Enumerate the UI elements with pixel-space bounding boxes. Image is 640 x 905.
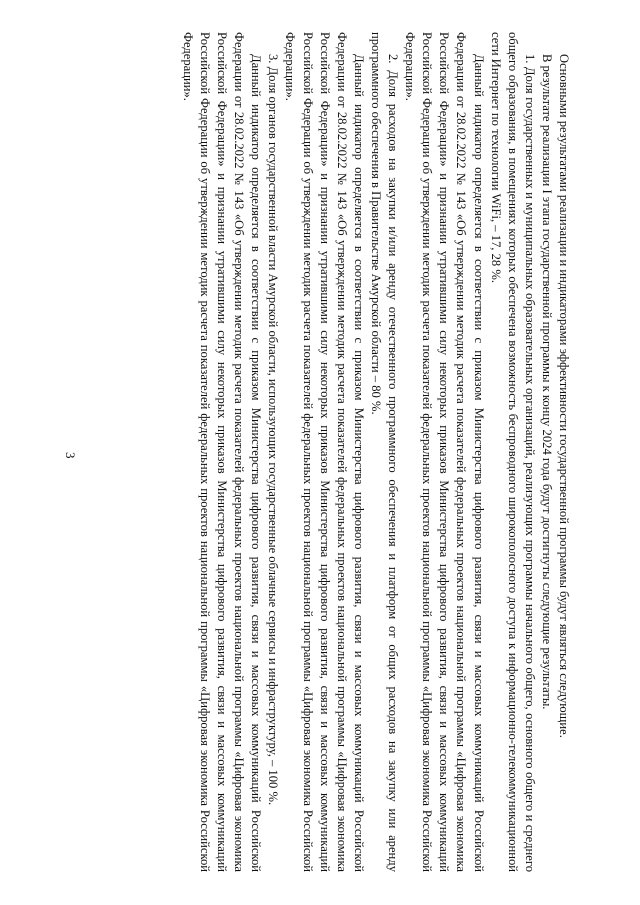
paragraph-indicator-2: 2. Доля расходов на закупки и/или аренду отечественного программного обеспечения и платформ от общих расходов на закупку или аренду программного обеспечения в Правительстве Амурской области – 80 %. xyxy=(368,32,401,872)
paragraph-indicator-1: 1. Доля государственных и муниципальных образовательных организаций, реализующих программы начального общего, основного общего и среднего общего образования, в помещениях которых обеспечена возможность беспроводного широкополосного доступа к информационно-телекоммуникационной сети Интернет по технологии WiFi, – 17, 28 %. xyxy=(488,32,537,872)
paragraph-indicator-1-method: Данный индикатор определяется в соответствии с приказом Министерства цифрового развития, связи и массовых коммуникаций Российской Федерации от 28.02.2022 № 143 «Об утверждении методик расчета показателей федеральных проектов национальной программы «Цифровая экономика Российской Федерации» и признании утратившими силу некоторых приказов Министерства цифрового развития, связи и массовых коммуникаций Российской Федерации об утверждении методик расчета показателей федеральных проектов национальной программы «Цифровая экономика Российской Федерации». xyxy=(403,32,486,872)
paragraph-indicator-3-method: Данный индикатор определяется в соответствии с приказом Министерства цифрового развития, связи и массовых коммуникаций Российской Федерации от 28.02.2022 № 143 «Об утверждении методик расчета показателей федеральных проектов национальной программы «Цифровая экономика Российской Федерации» и признании утратившими силу некоторых приказов Министерства цифрового развития, связи и массовых коммуникаций Российской Федерации об утверждении методик расчета показателей федеральных проектов национальной программы «Цифровая экономика Российской Федерации». xyxy=(180,32,264,872)
paragraph-intro: Основными результатами реализации и индикаторами эффективности государственной программы будут являться следующие. xyxy=(557,54,571,738)
page-number: 3 xyxy=(63,452,78,459)
paragraph-indicator-2-method: Данный индикатор определяется в соответствии с приказом Министерства цифрового развития, связи и массовых коммуникаций Российской Федерации от 28.02.2022 № 143 «Об утверждении методик расчета показателей федеральных проектов национальной программы «Цифровая экономика Российской Федерации» и признании утратившими силу некоторых приказов Министерства цифрового развития, связи и массовых коммуникаций Российской Федерации об утверждении методик расчета показателей федеральных проектов национальной программы «Цифровая экономика Российской Федерации». xyxy=(283,32,366,872)
paragraph-results: В результате реализации I этапа государственной программы к концу 2024 года будут достигнуты следующие результаты. xyxy=(539,54,554,710)
paragraph-indicator-3: 3. Доля органов государственной власти Амурской области, использующих государственные облачные сервисы и инфраструктуру, – 100 %. xyxy=(266,54,281,806)
body-text xyxy=(102,32,572,872)
